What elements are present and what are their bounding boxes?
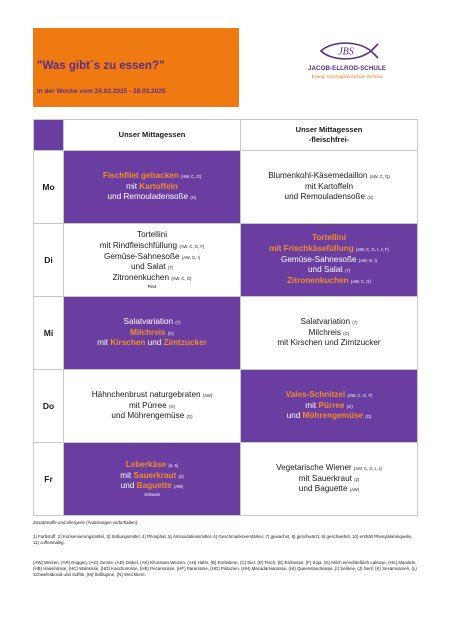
school-name: JACOB-ELLROD-SCHULE xyxy=(307,65,386,72)
page-title: "Was gibt´s zu essen?" xyxy=(37,60,165,72)
table-row xyxy=(34,370,418,443)
school-subtitle: Evang. Ganztagsrealschule Gefrees xyxy=(311,74,383,79)
meal-cell-vegetarian: Tortellini mit Frischkäsefüllung (AW, C, G, I, J, F) Gemüse-Sahnesoße (AW, G, I) und Salat (7) Zitronenkuchen (AW, C, G) xyxy=(241,224,418,297)
fish-logo-icon xyxy=(317,40,379,62)
meal-cell-vegetarian: Blumenkohl-Käsemedaillon (AW, C, G) mit Kartoffeln und Remouladensoße (G) xyxy=(241,151,418,224)
meal-cell-regular: Salatvariation (7) Milchreis (G) mit Kirschen und Zimtzucker xyxy=(64,297,241,370)
day-label: Do xyxy=(34,370,64,443)
corner-cell xyxy=(34,120,64,151)
logo-mark: JBS xyxy=(338,46,354,58)
day-label: Mo xyxy=(34,151,64,224)
meal-cell-regular: Leberkäse (4, 5) mit Sauerkraut (2) und Baguette (AW) Schwein xyxy=(64,443,241,516)
table-row xyxy=(34,224,418,297)
day-label: Mi xyxy=(34,297,64,370)
day-label: Di xyxy=(34,224,64,297)
header-banner xyxy=(33,28,239,107)
school-logo xyxy=(287,40,407,86)
day-label: Fr xyxy=(34,443,64,516)
table-row xyxy=(34,443,418,516)
week-range: in der Woche vom 24.03.2025 - 28.03.2025 xyxy=(37,88,166,95)
table-header-row xyxy=(34,120,418,151)
meal-cell-regular: Fischfilet gebacken (AW, C, G) mit Kartoffeln und Remouladensoße (G) xyxy=(64,151,241,224)
table-row xyxy=(34,297,418,370)
meal-cell-vegetarian: Vegetarische Wiener (AW, C, G, I, J) mit Sauerkraut (2) und Baguette (AW) xyxy=(241,443,418,516)
meal-cell-regular: Tortellini mit Rindfleischfüllung (AW, C, G, F) Gemüse-Sahnesoße (AW, G, I) und Salat (7) Zitronenkuchen (AW, C, G) Rind xyxy=(64,224,241,297)
additives-list: 1) Farbstoff, 2) Konservierungsmittel, 3) Süßungsmittel, 4) Phosphat, 5) Antioxidationsmittel, 6) Geschmacksverstärker, 7) gewachst, 8) geschwärzt, 9) geschwefelt, 10) enthält Phenylalaninquelle, 11) coffeinhaltig. xyxy=(33,534,413,545)
allergen-heading: Zusatzstoffe und Allergene (Änderungen vorbehalten): xyxy=(33,520,139,525)
menu-table xyxy=(33,119,418,516)
table-row xyxy=(34,151,418,224)
meal-cell-vegetarian: Vales-Schnitzel (AW, C, G, F) mit Pürree (G) und Möhrengemüse (G) xyxy=(241,370,418,443)
allergens-list: (AW) Weizen, (AR) Roggen, (AG) Gerste, (AD) Dinkel, (AK) Khorasan-Weizen, (AH) Hafer, (B) Krebstiere, (C) Eier, (D) Fisch, (E) Erdnüsse, (F) Soja, (G) Milch einschließlich Laktose, (HA) Mandeln, (HB) Haselnüsse, (HC) Walnüsse, (HD) Kaschunüsse, (HE) Pecannüsse, (HF) Paranüsse, (HG) Pistazien, (HH) Macadamianüsse, (HI) Queenslandnüsse, (I) Sellerie, (J) Senf, (K) Sesamsamen, (L) Schwefeldioxid und Sulfite, (M) Süßlupine, (N) Weichtiere. xyxy=(33,560,417,577)
col-header-regular: Unser Mittagessen xyxy=(64,120,241,151)
col-header-vegetarian: Unser Mittagessen -fleischfrei- xyxy=(241,120,418,151)
meal-cell-vegetarian: Salatvariation (7) Milchreis (G) mit Kirschen und Zimtzucker xyxy=(241,297,418,370)
meal-cell-regular: Hähnchenbrust naturgebraten (AW) mit Pürree (G) und Möhrengemüse (G) xyxy=(64,370,241,443)
